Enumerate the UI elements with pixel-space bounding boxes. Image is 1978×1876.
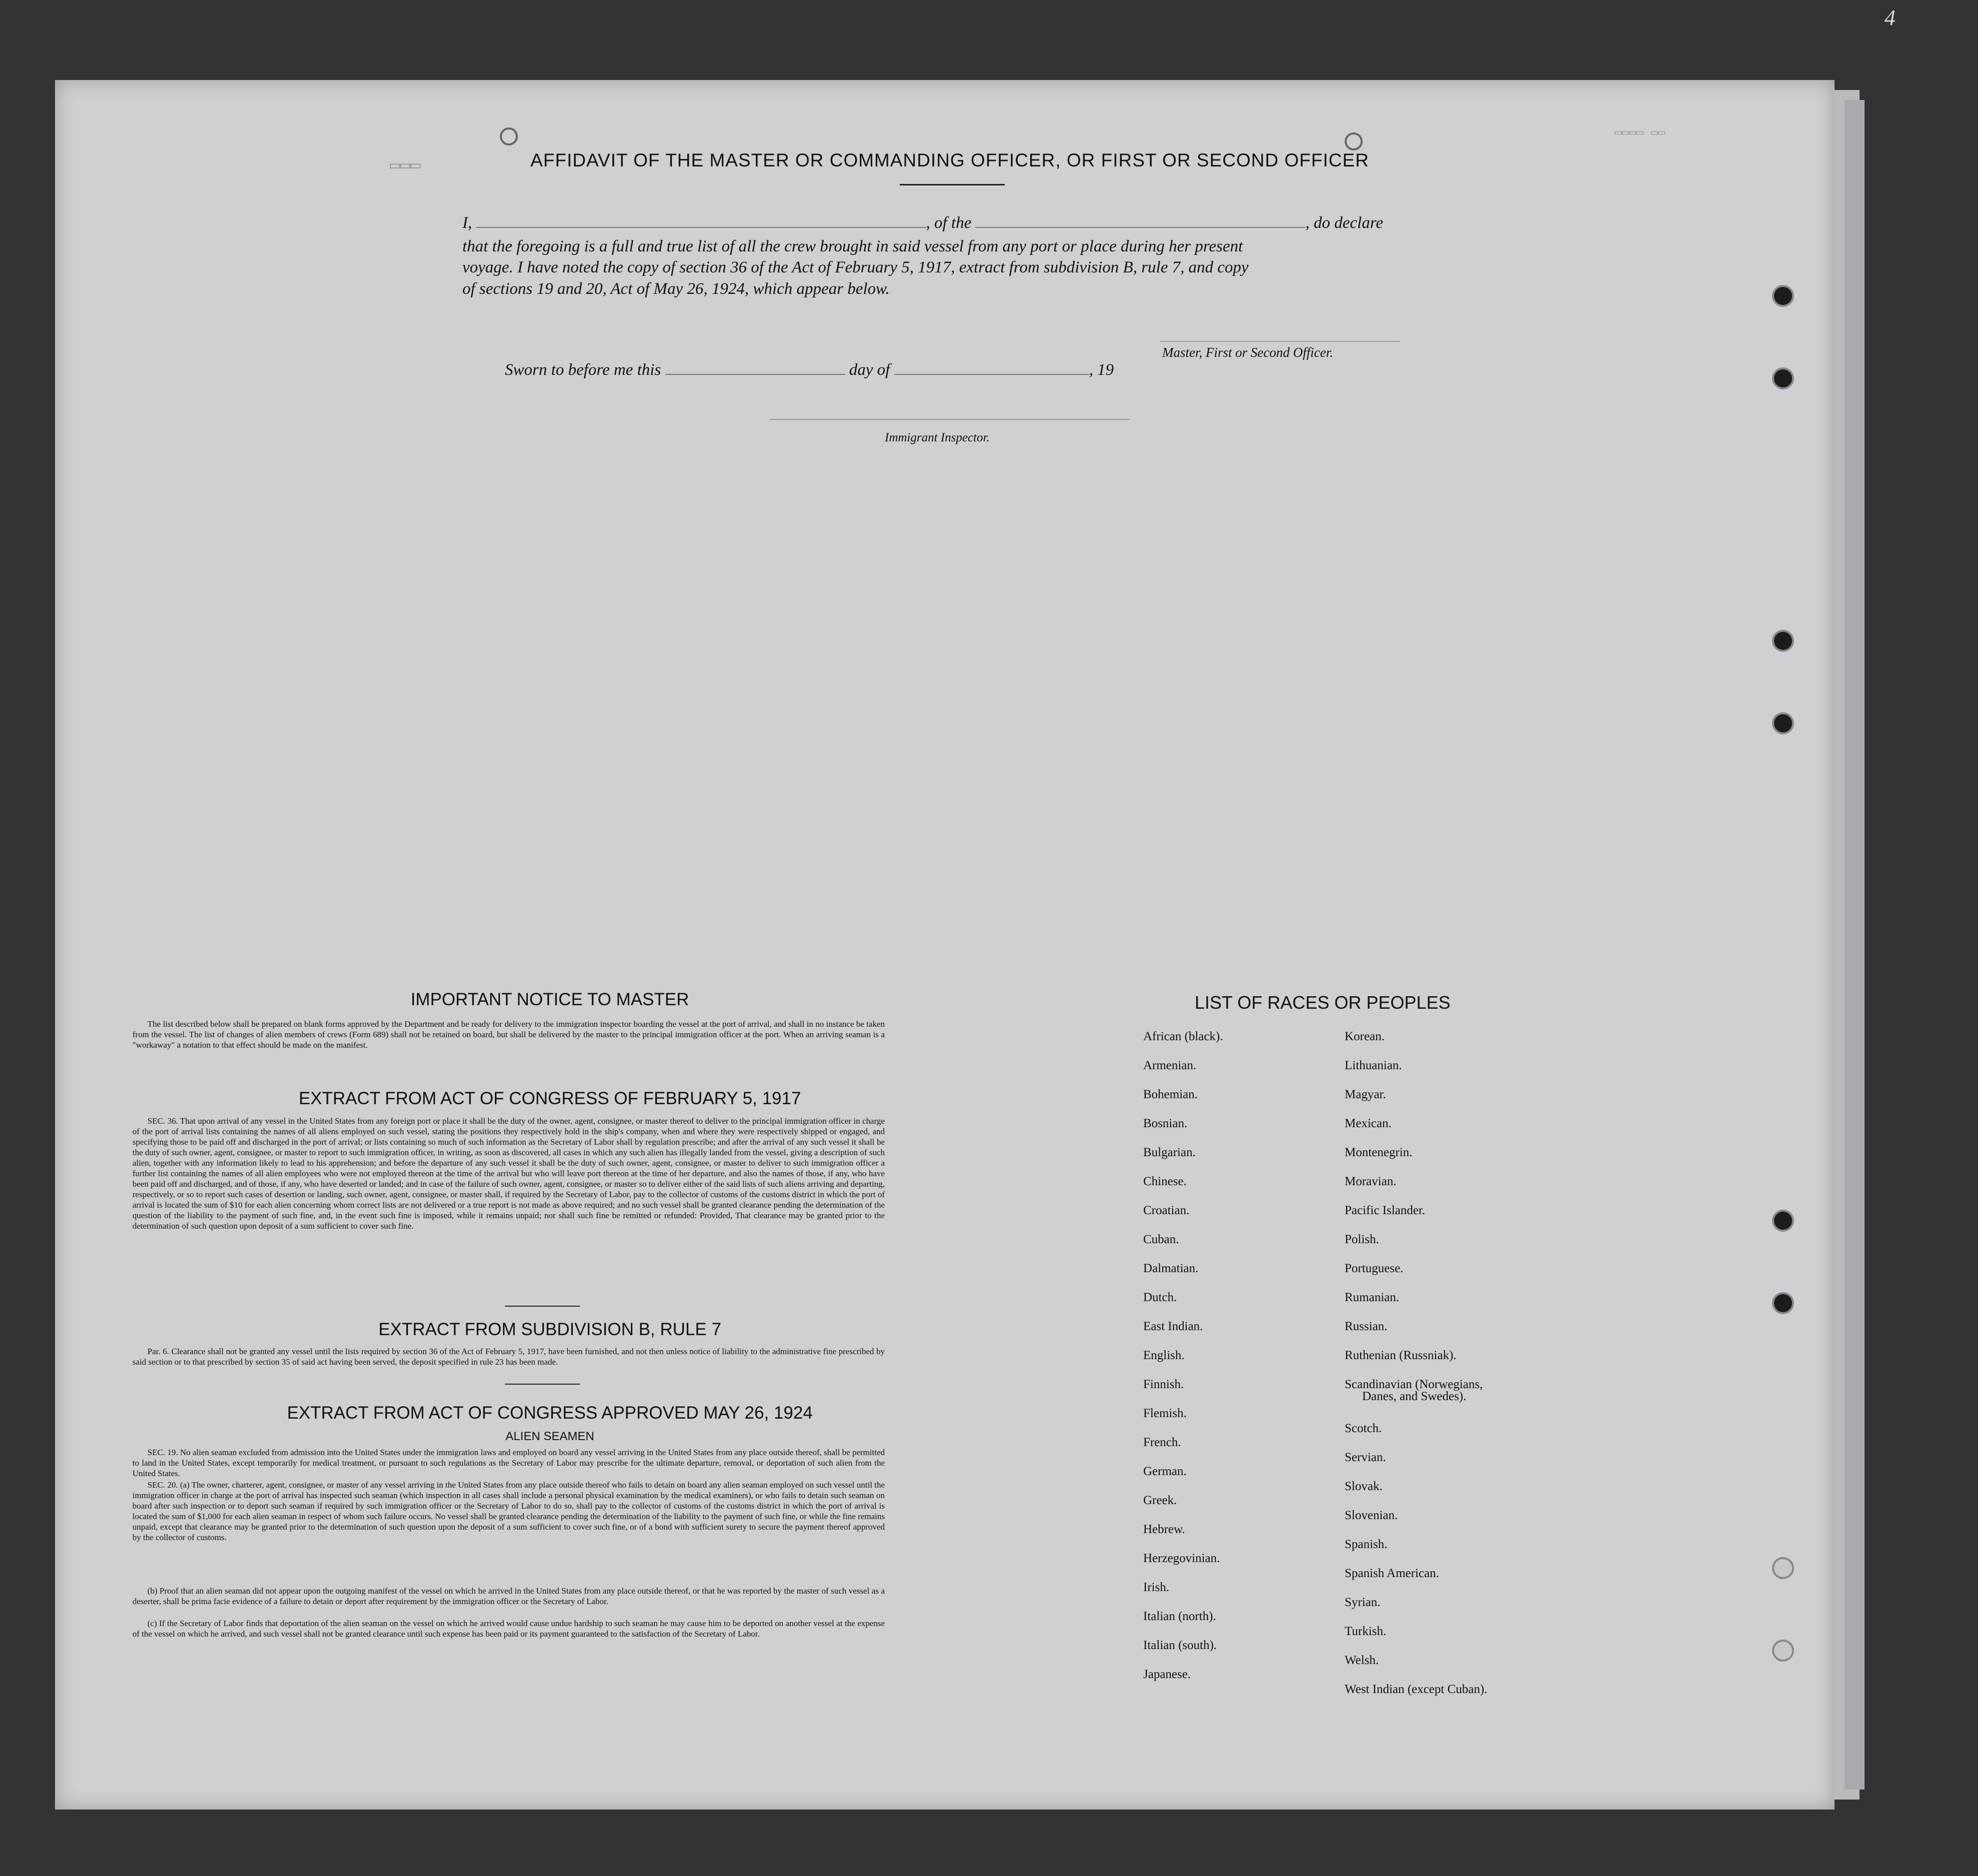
race-item: Italian (north). <box>1143 1610 1216 1623</box>
extract-1917-title: EXTRACT FROM ACT OF CONGRESS OF FEBRUARY 5, 1917 <box>298 1089 801 1108</box>
race-item: Lithuanian. <box>1345 1059 1402 1072</box>
notice-body: The list described below shall be prepared on blank forms approved by the Department and be ready for delivery to the immigration inspector boarding the vessel at the port of arrival, and shall in no instance be taken from the vessel. The list of changes of alien members of crews (Form 689) shall not be retained on board, but shall be delivered by the master to the principal immigration officer at the port. When an arriving seaman is a "workaway" a notation to that effect should be made on the manifest. <box>132 1019 885 1050</box>
race-item: Finnish. <box>1143 1378 1184 1391</box>
race-item: English. <box>1143 1349 1185 1362</box>
race-item: Croatian. <box>1143 1204 1190 1217</box>
sworn-text: Sworn to before me this <box>505 361 661 379</box>
race-item: Armenian. <box>1143 1059 1197 1072</box>
race-item: Slovak. <box>1345 1480 1383 1493</box>
page-stack-edge-back <box>1845 100 1865 1790</box>
bleed-through-text: ▭▭▭ <box>390 157 421 176</box>
extract-1924-title: EXTRACT FROM ACT OF CONGRESS APPROVED MAY 26, 1924 <box>287 1403 813 1423</box>
inspector-label: Immigrant Inspector. <box>885 431 990 444</box>
affidavit-i: I, <box>462 214 472 232</box>
race-item: Irish. <box>1143 1581 1170 1594</box>
master-label: Master, First or Second Officer. <box>1162 345 1333 360</box>
race-item: Japanese. <box>1143 1668 1191 1681</box>
affidavit-line-2: that the foregoing is a full and true list of all the crew brought in said vessel from any port or place during her present <box>462 237 1243 255</box>
race-item: Montenegrin. <box>1345 1146 1413 1159</box>
race-item: Scotch. <box>1345 1422 1382 1435</box>
punch-hole-icon <box>1772 712 1794 734</box>
race-item: Greek. <box>1143 1494 1177 1507</box>
bleed-through-text: ▭▭▭▭ ▭▭ <box>1615 126 1666 140</box>
race-item: Slovenian. <box>1345 1509 1398 1522</box>
races-title: LIST OF RACES OR PEOPLES <box>1195 992 1451 1013</box>
extract-1924-subtitle: ALIEN SEAMEN <box>505 1430 594 1443</box>
ring-mark-icon <box>500 127 518 145</box>
name-blank[interactable] <box>476 227 926 228</box>
rule7-title: EXTRACT FROM SUBDIVISION B, RULE 7 <box>378 1320 721 1339</box>
race-item: African (black). <box>1143 1030 1223 1043</box>
race-item: Herzegovinian. <box>1143 1552 1220 1565</box>
race-item-continuation: Danes, and Swedes). <box>1362 1390 1467 1403</box>
race-item: East Indian. <box>1143 1320 1203 1333</box>
race-item: Korean. <box>1345 1030 1385 1043</box>
punch-hole-icon <box>1772 367 1794 389</box>
race-item: Pacific Islander. <box>1345 1204 1426 1217</box>
race-item: Hebrew. <box>1143 1523 1185 1536</box>
affidavit-declare: , do declare <box>1305 214 1383 232</box>
section-rule <box>505 1306 580 1307</box>
race-item: Bohemian. <box>1143 1088 1198 1101</box>
affidavit-line-1 <box>462 214 1383 232</box>
punch-hole-icon <box>1772 285 1794 307</box>
race-item: Russian. <box>1345 1320 1388 1333</box>
race-item: Portuguese. <box>1345 1262 1404 1275</box>
punch-hole-icon <box>1772 630 1794 652</box>
race-item: Bulgarian. <box>1143 1146 1196 1159</box>
race-item: French. <box>1143 1436 1181 1449</box>
race-item: Rumanian. <box>1345 1291 1400 1304</box>
punch-hole-icon <box>1772 1640 1794 1662</box>
race-item: Moravian. <box>1345 1175 1397 1188</box>
race-item: Spanish. <box>1345 1538 1388 1551</box>
extract-1924-sec19: SEC. 19. No alien seaman excluded from admission into the United States under the immigration laws and employed on board any vessel arriving in the United States from any place outside thereof, shall be permitted to land in the United States, except temporarily for medical treatment, or pursuant to such regulations as the Secretary of Labor may prescribe for the ultimate departure, removal, or deportation of such alien from the United States. <box>132 1448 885 1478</box>
race-item: Dalmatian. <box>1143 1262 1199 1275</box>
extract-1924-sec20b: (b) Proof that an alien seaman did not appear upon the outgoing manifest of the vessel on which he arrived in the United States from any place outside thereof, or that he was reported by the master of such vessel as a deserter, shall be prima facie evidence of a failure to detain or deport after requirement by the immigration officer or the Secretary of Labor. <box>132 1586 885 1606</box>
race-item: Welsh. <box>1345 1654 1379 1667</box>
punch-hole-icon <box>1772 1557 1794 1579</box>
race-item: Cuban. <box>1143 1233 1179 1246</box>
race-item: Polish. <box>1345 1233 1379 1246</box>
extract-1924-sec20: SEC. 20. (a) The owner, charterer, agent, consignee, or master of any vessel arriving in the United States from any place outside thereof who fails to detain on board any alien seaman employed on such vessel until the immigration officer in charge at the port of arrival has inspected such seaman (which inspection in all cases shall include a personal physical examination by the medical examiners), or who fails to detain such seaman on board after such inspection or to deport such seaman if required by such immigration officer or the Secretary of Labor to do so, shall pay to the collector of customs of the customs district in which the port of arrival is located the sum of $1,000 for each alien seaman in respect of whom such failure occurs. No vessel shall be granted clearance pending the determination of the liability to the payment of such fine, or while the fine remains unpaid, except that clearance may be granted prior to the determination of such question upon the deposit of a sum sufficient to cover such fine, or of a bond with sufficient surety to secure the payment thereof approved by the collector of customs. <box>132 1480 885 1542</box>
race-item: Syrian. <box>1345 1596 1381 1609</box>
punch-hole-icon <box>1772 1210 1794 1232</box>
inspector-signature-line[interactable] <box>770 419 1130 420</box>
race-item: Magyar. <box>1345 1088 1386 1101</box>
sworn-line <box>505 361 1114 379</box>
title-rule <box>900 184 1005 185</box>
sworn-day-blank[interactable] <box>665 374 845 375</box>
race-item: West Indian (except Cuban). <box>1345 1683 1488 1696</box>
race-item: Turkish. <box>1345 1625 1387 1638</box>
notice-title: IMPORTANT NOTICE TO MASTER <box>410 990 689 1009</box>
sworn-year: , 19 <box>1089 361 1114 379</box>
race-item: Servian. <box>1345 1451 1386 1464</box>
affidavit-of-the: , of the <box>926 214 972 232</box>
affidavit-line-4: of sections 19 and 20, Act of May 26, 1924, which appear below. <box>462 280 890 298</box>
race-item: Dutch. <box>1143 1291 1177 1304</box>
sworn-month-blank[interactable] <box>894 374 1089 375</box>
race-item: Spanish American. <box>1345 1567 1439 1580</box>
race-item: Mexican. <box>1345 1117 1392 1130</box>
corner-page-mark: 4 <box>1885 5 1896 30</box>
affidavit-title: AFFIDAVIT OF THE MASTER OR COMMANDING OFFICER, OR FIRST OR SECOND OFFICER <box>530 150 1369 170</box>
section-rule <box>505 1384 580 1385</box>
extract-1917-body: SEC. 36. That upon arrival of any vessel in the United States from any foreign port or place it shall be the duty of the owner, agent, consignee, or master thereof to deliver to the principal immigration officer in charge of the port of arrival lists containing the names of all aliens employed on such vessel, stating the positions they respectively hold in the ship's company, when and where they were respectively shipped or engaged, and specifying those to be paid off and discharged in the port of arrival; or lists containing so much of such information as the Secretary of Labor shall by regulation prescribe; and after the arrival of any such vessel it shall be the duty of such owner, agent, consignee, or master to report to such immigration officer, in writing, as soon as discovered, all cases in which any such alien has illegally landed from the vessel, giving a description of such alien, together with any information likely to lead to his apprehension; and before the departure of any such vessel it shall be the duty of such owner, agent, consignee, or master to deliver to such immigration officer a further list containing the names of all alien employees who were not employed thereon at the time of the arrival but who will leave port thereon at the time of her departure, and also the names of those, if any, who have been paid off and discharged, and of those, if any, who have deserted or landed; and in case of the failure of such owner, agent, consignee, or master so to deliver either of the said lists of such aliens arriving and departing, respectively, or so to report such cases of desertion or landing, such owner, agent, consignee, or master shall, if required by the Secretary of Labor, pay to the collector of customs of the customs district in which the port of arrival is located the sum of $10 for each alien concerning whom correct lists are not delivered or a true report is not made as above required; and no such vessel shall be granted clearance pending the determination of the question of the liability to the payment of such fine, and, in the event such fine is imposed, while it remains unpaid; nor shall such fine be remitted or refunded: Provided, That clearance may be granted prior to the determination of such question upon deposit of a sum sufficient to cover such fine. <box>132 1116 885 1231</box>
vessel-blank[interactable] <box>975 227 1305 228</box>
race-item: Bosnian. <box>1143 1117 1188 1130</box>
race-item: Ruthenian (Russniak). <box>1345 1349 1457 1362</box>
document-page <box>55 80 1835 1810</box>
race-item: German. <box>1143 1465 1187 1478</box>
ring-mark-icon <box>1345 132 1363 150</box>
extract-1924-sec20c: (c) If the Secretary of Labor finds that deportation of the alien seaman on the vessel on which he arrived would cause undue hardship to such seaman he may cause him to be deported on another vessel at the expense of the vessel on which he arrived, and such vessel shall not be granted clearance until such expense has been paid or its payment guaranteed to the satisfaction of the Secretary of Labor. <box>132 1619 885 1639</box>
rule7-body: Par. 6. Clearance shall not be granted any vessel until the lists required by section 36 of the Act of February 5, 1917, have been furnished, and not then unless notice of liability to the administrative fine prescribed by said section or to that prescribed by section 35 of said act having been served, the deposit specified in rule 23 has been made. <box>132 1347 885 1367</box>
sworn-day-of: day of <box>849 361 890 379</box>
affidavit-line-3: voyage. I have noted the copy of section 36 of the Act of February 5, 1917, extract from subdivision B, rule 7, and copy <box>462 258 1249 276</box>
race-item: Scandinavian (Norwegians, <box>1345 1378 1483 1391</box>
master-signature-line[interactable] <box>1160 341 1400 342</box>
race-item: Flemish. <box>1143 1407 1187 1420</box>
race-item: Italian (south). <box>1143 1639 1217 1652</box>
race-item: Chinese. <box>1143 1175 1187 1188</box>
punch-hole-icon <box>1772 1292 1794 1314</box>
